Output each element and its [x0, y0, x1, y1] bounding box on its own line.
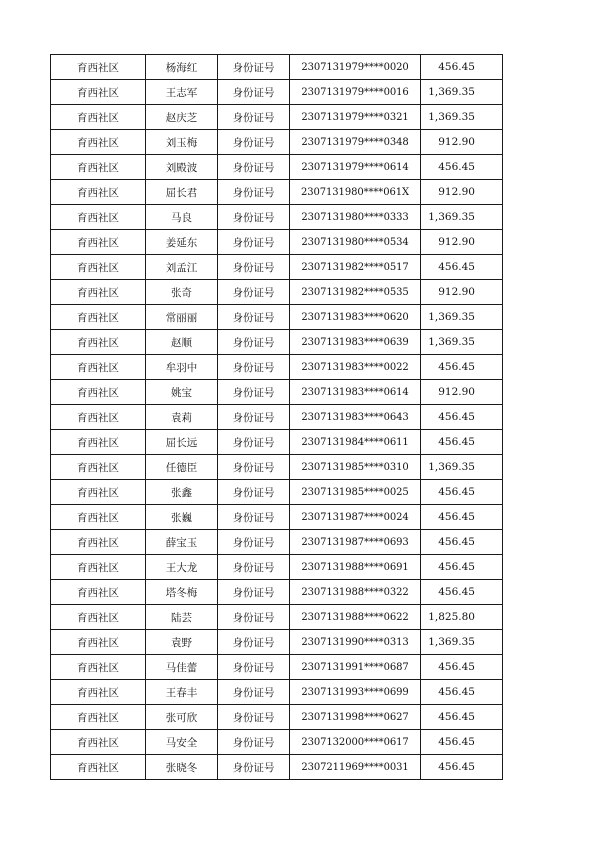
- roster-table: [50, 54, 503, 780]
- community-cell: 育西社区: [51, 380, 146, 405]
- name-cell: 杨海红: [146, 55, 218, 80]
- id-type-cell: 身份证号: [218, 105, 290, 130]
- community-cell: 育西社区: [51, 505, 146, 530]
- name-cell: 刘殿波: [146, 155, 218, 180]
- amount-cell: 1,369.35: [421, 105, 503, 130]
- id-number-cell: 2307131988****0622: [290, 605, 421, 630]
- id-number-cell: 2307131979****0321: [290, 105, 421, 130]
- amount-cell: 912.90: [421, 280, 503, 305]
- name-cell: 张可欣: [146, 705, 218, 730]
- community-cell: 育西社区: [51, 705, 146, 730]
- amount-cell: 1,369.35: [421, 80, 503, 105]
- table-row: [51, 380, 503, 405]
- table-row: [51, 530, 503, 555]
- id-type-cell: 身份证号: [218, 55, 290, 80]
- amount-cell: 456.45: [421, 555, 503, 580]
- community-cell: 育西社区: [51, 555, 146, 580]
- id-number-cell: 2307131979****0348: [290, 130, 421, 155]
- amount-cell: 456.45: [421, 480, 503, 505]
- id-type-cell: 身份证号: [218, 155, 290, 180]
- id-number-cell: 2307131988****0691: [290, 555, 421, 580]
- name-cell: 任德臣: [146, 455, 218, 480]
- amount-cell: 456.45: [421, 580, 503, 605]
- id-number-cell: 2307131983****0643: [290, 405, 421, 430]
- name-cell: 塔冬梅: [146, 580, 218, 605]
- community-cell: 育西社区: [51, 730, 146, 755]
- id-type-cell: 身份证号: [218, 330, 290, 355]
- name-cell: 王春丰: [146, 680, 218, 705]
- name-cell: 屈长远: [146, 430, 218, 455]
- id-type-cell: 身份证号: [218, 230, 290, 255]
- table-row: [51, 205, 503, 230]
- id-type-cell: 身份证号: [218, 305, 290, 330]
- id-number-cell: 2307131982****0535: [290, 280, 421, 305]
- name-cell: 张鑫: [146, 480, 218, 505]
- table-row: [51, 580, 503, 605]
- table-row: [51, 480, 503, 505]
- amount-cell: 1,369.35: [421, 305, 503, 330]
- id-type-cell: 身份证号: [218, 705, 290, 730]
- amount-cell: 456.45: [421, 755, 503, 780]
- name-cell: 刘孟江: [146, 255, 218, 280]
- id-number-cell: 2307131988****0322: [290, 580, 421, 605]
- name-cell: 牟羽中: [146, 355, 218, 380]
- amount-cell: 912.90: [421, 380, 503, 405]
- amount-cell: 456.45: [421, 155, 503, 180]
- table-row: [51, 330, 503, 355]
- id-number-cell: 2307131998****0627: [290, 705, 421, 730]
- community-cell: 育西社区: [51, 530, 146, 555]
- name-cell: 张巍: [146, 505, 218, 530]
- table-row: [51, 305, 503, 330]
- name-cell: 屈长君: [146, 180, 218, 205]
- table-row: [51, 630, 503, 655]
- amount-cell: 912.90: [421, 230, 503, 255]
- table-row: [51, 680, 503, 705]
- id-type-cell: 身份证号: [218, 180, 290, 205]
- id-number-cell: 2307131983****0639: [290, 330, 421, 355]
- id-type-cell: 身份证号: [218, 580, 290, 605]
- community-cell: 育西社区: [51, 255, 146, 280]
- id-number-cell: 2307131979****0016: [290, 80, 421, 105]
- table-row: [51, 755, 503, 780]
- table-row: [51, 230, 503, 255]
- id-number-cell: 2307131979****0020: [290, 55, 421, 80]
- id-type-cell: 身份证号: [218, 380, 290, 405]
- community-cell: 育西社区: [51, 280, 146, 305]
- community-cell: 育西社区: [51, 630, 146, 655]
- table-row: [51, 130, 503, 155]
- id-type-cell: 身份证号: [218, 355, 290, 380]
- name-cell: 马佳蕾: [146, 655, 218, 680]
- id-type-cell: 身份证号: [218, 505, 290, 530]
- table-row: [51, 555, 503, 580]
- amount-cell: 456.45: [421, 405, 503, 430]
- community-cell: 育西社区: [51, 130, 146, 155]
- amount-cell: 1,369.35: [421, 455, 503, 480]
- community-cell: 育西社区: [51, 105, 146, 130]
- amount-cell: 1,825.80: [421, 605, 503, 630]
- table-row: [51, 180, 503, 205]
- name-cell: 马良: [146, 205, 218, 230]
- id-type-cell: 身份证号: [218, 480, 290, 505]
- id-type-cell: 身份证号: [218, 455, 290, 480]
- id-number-cell: 2307131983****0022: [290, 355, 421, 380]
- id-type-cell: 身份证号: [218, 630, 290, 655]
- community-cell: 育西社区: [51, 180, 146, 205]
- community-cell: 育西社区: [51, 330, 146, 355]
- name-cell: 刘玉梅: [146, 130, 218, 155]
- table-row: [51, 430, 503, 455]
- amount-cell: 456.45: [421, 530, 503, 555]
- amount-cell: 456.45: [421, 730, 503, 755]
- id-type-cell: 身份证号: [218, 255, 290, 280]
- id-number-cell: 2307131985****0310: [290, 455, 421, 480]
- id-number-cell: 2307131990****0313: [290, 630, 421, 655]
- id-number-cell: 2307131980****061X: [290, 180, 421, 205]
- table-row: [51, 705, 503, 730]
- roster-table-body: [51, 55, 503, 780]
- name-cell: 张晓冬: [146, 755, 218, 780]
- community-cell: 育西社区: [51, 430, 146, 455]
- id-type-cell: 身份证号: [218, 280, 290, 305]
- id-number-cell: 2307211969****0031: [290, 755, 421, 780]
- name-cell: 王志军: [146, 80, 218, 105]
- community-cell: 育西社区: [51, 355, 146, 380]
- community-cell: 育西社区: [51, 680, 146, 705]
- amount-cell: 912.90: [421, 130, 503, 155]
- table-row: [51, 80, 503, 105]
- id-type-cell: 身份证号: [218, 730, 290, 755]
- table-row: [51, 255, 503, 280]
- name-cell: 袁莉: [146, 405, 218, 430]
- name-cell: 常丽丽: [146, 305, 218, 330]
- community-cell: 育西社区: [51, 405, 146, 430]
- id-number-cell: 2307131984****0611: [290, 430, 421, 455]
- id-type-cell: 身份证号: [218, 530, 290, 555]
- name-cell: 赵顺: [146, 330, 218, 355]
- id-number-cell: 2307131979****0614: [290, 155, 421, 180]
- community-cell: 育西社区: [51, 55, 146, 80]
- name-cell: 薛宝玉: [146, 530, 218, 555]
- community-cell: 育西社区: [51, 655, 146, 680]
- name-cell: 赵庆芝: [146, 105, 218, 130]
- id-number-cell: 2307131980****0534: [290, 230, 421, 255]
- id-number-cell: 2307131980****0333: [290, 205, 421, 230]
- id-number-cell: 2307131985****0025: [290, 480, 421, 505]
- id-number-cell: 2307131987****0024: [290, 505, 421, 530]
- id-number-cell: 2307131991****0687: [290, 655, 421, 680]
- table-row: [51, 605, 503, 630]
- amount-cell: 456.45: [421, 655, 503, 680]
- name-cell: 姜延东: [146, 230, 218, 255]
- table-row: [51, 405, 503, 430]
- id-number-cell: 2307131983****0614: [290, 380, 421, 405]
- name-cell: 王大龙: [146, 555, 218, 580]
- amount-cell: 456.45: [421, 505, 503, 530]
- id-number-cell: 2307131987****0693: [290, 530, 421, 555]
- id-type-cell: 身份证号: [218, 205, 290, 230]
- table-row: [51, 105, 503, 130]
- id-type-cell: 身份证号: [218, 405, 290, 430]
- community-cell: 育西社区: [51, 755, 146, 780]
- amount-cell: 1,369.35: [421, 330, 503, 355]
- id-type-cell: 身份证号: [218, 130, 290, 155]
- community-cell: 育西社区: [51, 155, 146, 180]
- community-cell: 育西社区: [51, 305, 146, 330]
- id-type-cell: 身份证号: [218, 755, 290, 780]
- name-cell: 姚宝: [146, 380, 218, 405]
- amount-cell: 456.45: [421, 355, 503, 380]
- table-row: [51, 455, 503, 480]
- name-cell: 马安全: [146, 730, 218, 755]
- id-type-cell: 身份证号: [218, 655, 290, 680]
- amount-cell: 456.45: [421, 55, 503, 80]
- amount-cell: 456.45: [421, 255, 503, 280]
- amount-cell: 1,369.35: [421, 205, 503, 230]
- document-page: [50, 54, 502, 780]
- id-number-cell: 2307132000****0617: [290, 730, 421, 755]
- amount-cell: 456.45: [421, 430, 503, 455]
- id-number-cell: 2307131983****0620: [290, 305, 421, 330]
- name-cell: 张奇: [146, 280, 218, 305]
- id-type-cell: 身份证号: [218, 430, 290, 455]
- table-row: [51, 55, 503, 80]
- name-cell: 陆芸: [146, 605, 218, 630]
- table-row: [51, 155, 503, 180]
- community-cell: 育西社区: [51, 205, 146, 230]
- community-cell: 育西社区: [51, 80, 146, 105]
- id-number-cell: 2307131982****0517: [290, 255, 421, 280]
- id-type-cell: 身份证号: [218, 555, 290, 580]
- table-row: [51, 505, 503, 530]
- id-number-cell: 2307131993****0699: [290, 680, 421, 705]
- id-type-cell: 身份证号: [218, 605, 290, 630]
- name-cell: 袁野: [146, 630, 218, 655]
- amount-cell: 456.45: [421, 705, 503, 730]
- table-row: [51, 355, 503, 380]
- id-type-cell: 身份证号: [218, 80, 290, 105]
- community-cell: 育西社区: [51, 480, 146, 505]
- table-row: [51, 280, 503, 305]
- table-row: [51, 730, 503, 755]
- table-row: [51, 655, 503, 680]
- amount-cell: 456.45: [421, 680, 503, 705]
- community-cell: 育西社区: [51, 605, 146, 630]
- id-type-cell: 身份证号: [218, 680, 290, 705]
- amount-cell: 1,369.35: [421, 630, 503, 655]
- amount-cell: 912.90: [421, 180, 503, 205]
- community-cell: 育西社区: [51, 455, 146, 480]
- community-cell: 育西社区: [51, 580, 146, 605]
- community-cell: 育西社区: [51, 230, 146, 255]
